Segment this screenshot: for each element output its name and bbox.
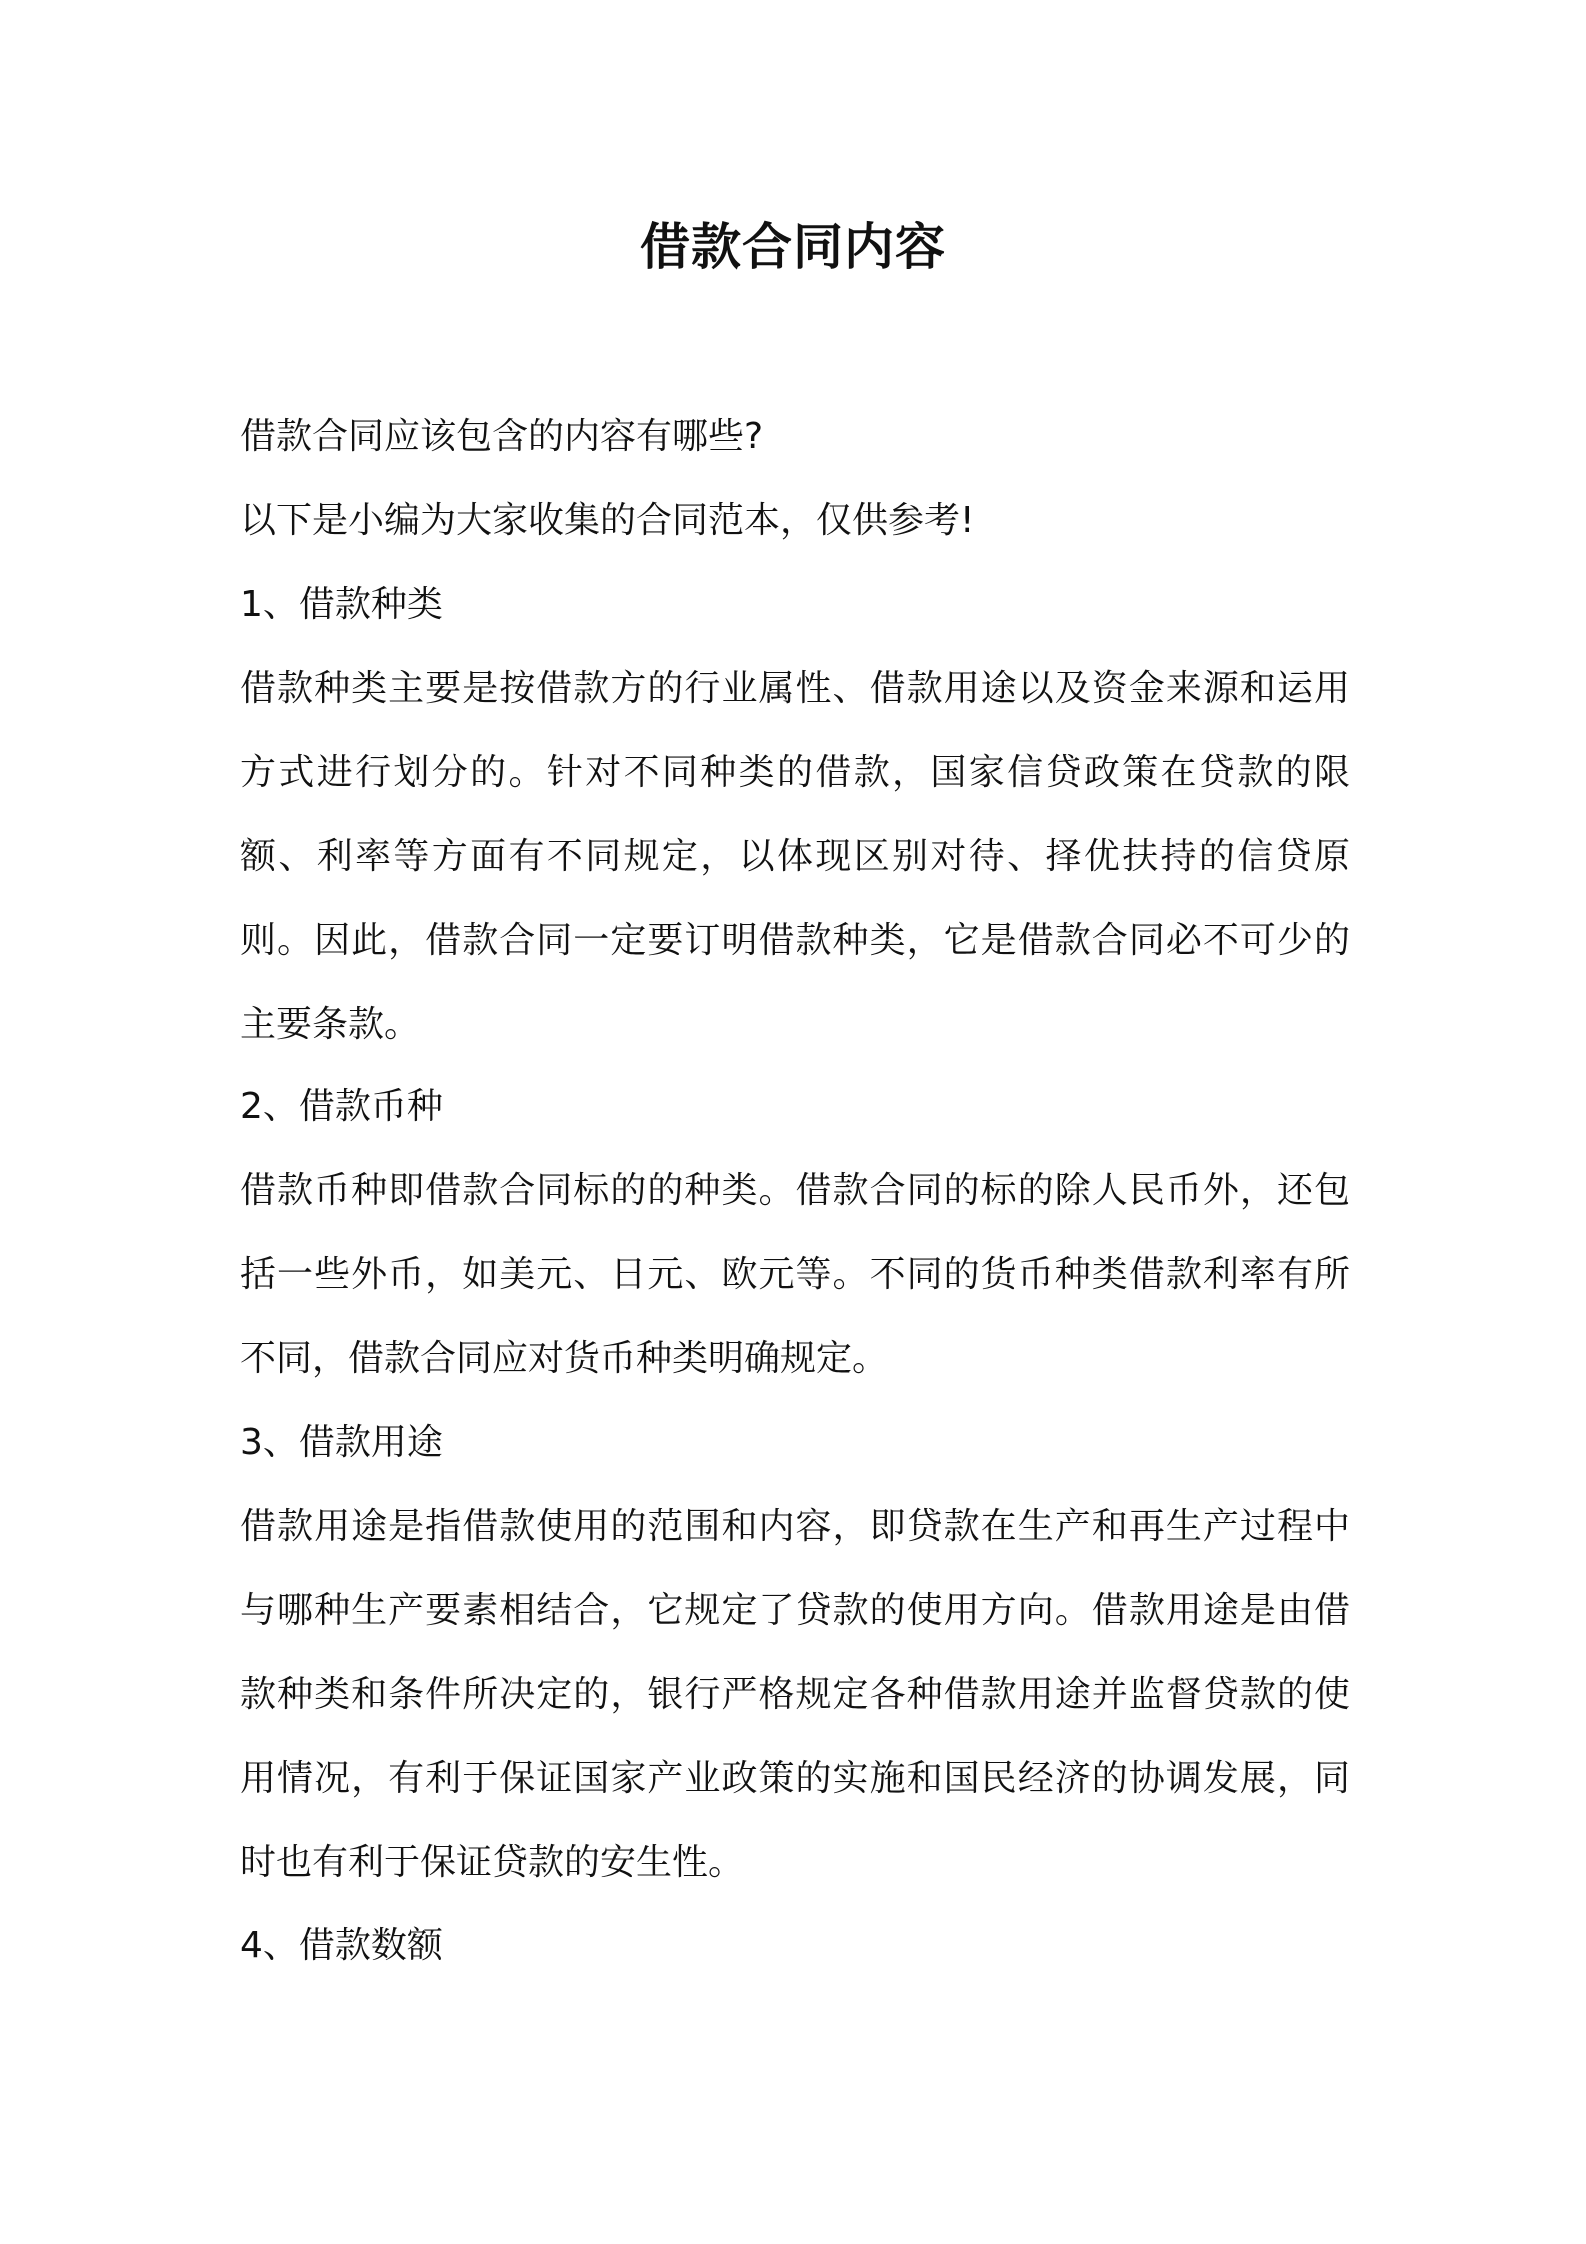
section-1-body: 借款种类主要是按借款方的行业属性、借款用途以及资金来源和运用方式进行划分的。针对不同种类的借款，国家信贷政策在贷款的限额、利率等方面有不同规定，以体现区别对待、择优扶持的信贷原则。因此，借款合同一定要订明借款种类，它是借款合同必不可少的主要条款。	[240, 668, 1350, 1045]
intro-question: 借款合同应该包含的内容有哪些?	[240, 416, 764, 457]
section-3-heading: 3、借款用途	[240, 1422, 443, 1463]
section-1-heading: 1、借款种类	[240, 584, 443, 625]
intro-note: 以下是小编为大家收集的合同范本，仅供参考!	[240, 500, 975, 541]
document-title: 借款合同内容	[640, 218, 946, 276]
section-3-body: 借款用途是指借款使用的范围和内容，即贷款在生产和再生产过程中与哪种生产要素相结合，它规定了贷款的使用方向。借款用途是由借款种类和条件所决定的，银行严格规定各种借款用途并监督贷款的使用情况，有利于保证国家产业政策的实施和国民经济的协调发展，同时也有利于保证贷款的安生性。	[240, 1506, 1350, 1883]
section-4-heading: 4、借款数额	[240, 1925, 443, 1966]
section-2-body: 借款币种即借款合同标的的种类。借款合同的标的除人民币外，还包括一些外币，如美元、日元、欧元等。不同的货币种类借款利率有所不同，借款合同应对货币种类明确规定。	[240, 1170, 1350, 1379]
section-2-heading: 2、借款币种	[240, 1086, 443, 1127]
